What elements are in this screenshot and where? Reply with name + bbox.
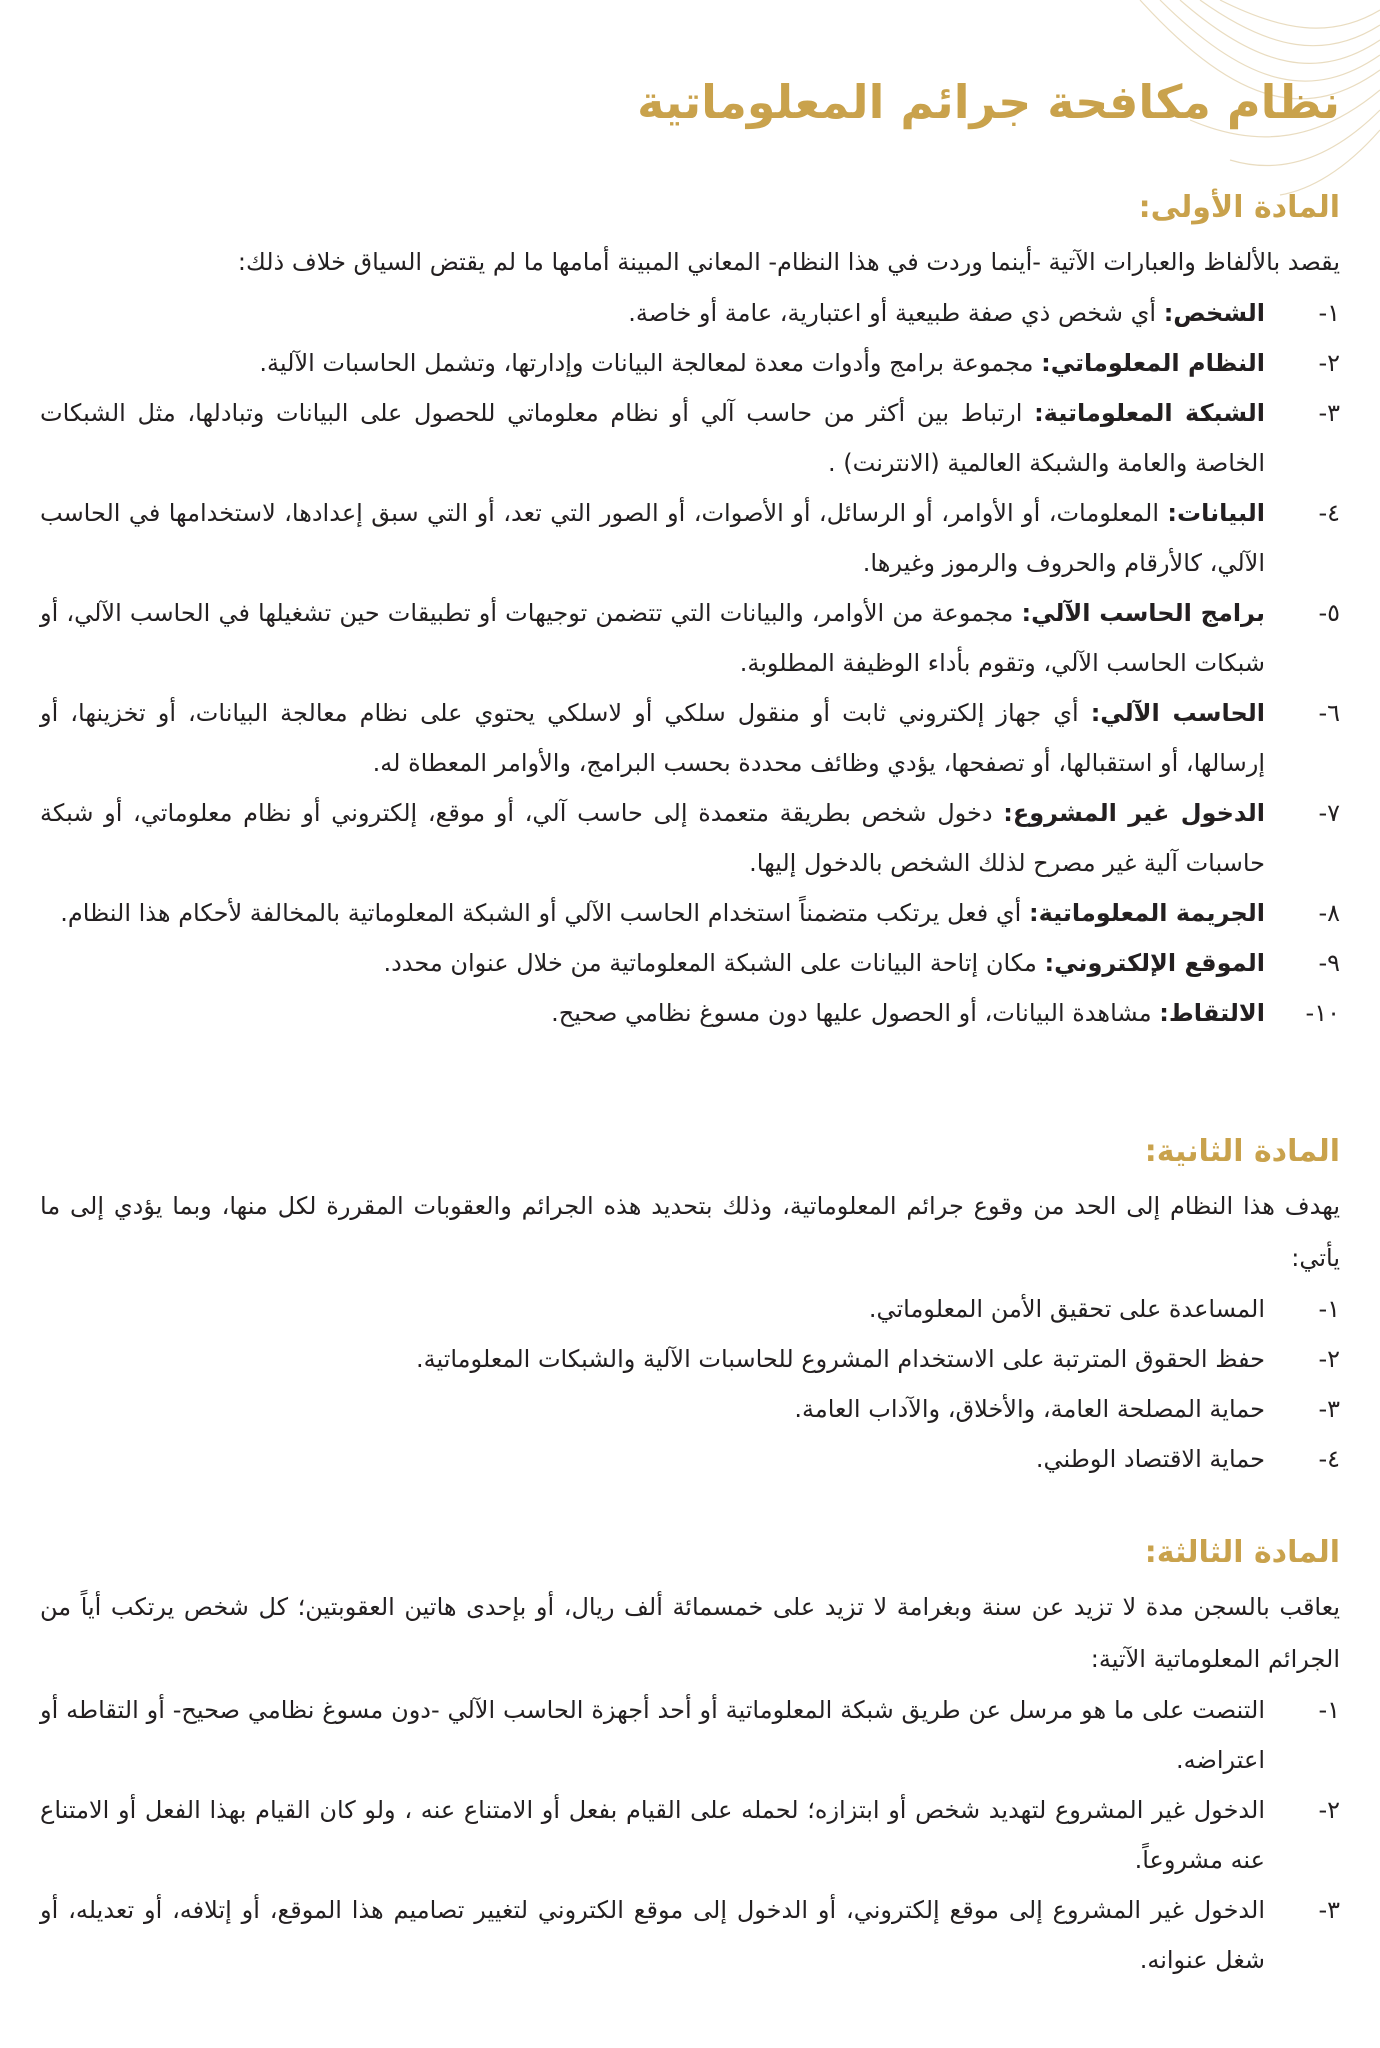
list-item — [40, 288, 1340, 338]
item-text: مجموعة من الأوامر، والبيانات التي تتضمن توجيهات أو تطبيقات حين تشغيلها في الحاسب الآلي، أو شبكات الحاسب الآلي، وتقوم بأداء الوظيفة المطلوبة. — [40, 599, 1265, 677]
item-number: ١- — [1318, 1696, 1340, 1724]
item-number: ٢- — [1318, 349, 1340, 377]
article-heading: المادة الثالثة: — [1144, 1535, 1340, 1570]
item-term: الالتقاط: — [1159, 999, 1265, 1027]
item-text: حفظ الحقوق المترتبة على الاستخدام المشروع للحاسبات الآلية والشبكات المعلوماتية. — [415, 1345, 1265, 1373]
item-text: التنصت على ما هو مرسل عن طريق شبكة المعلوماتية أو أحد أجهزة الحاسب الآلي -دون مسوغ نظامي صحيح- أو التقاطه أو اعتراضه. — [40, 1696, 1265, 1774]
item-text: أي شخص ذي صفة طبيعية أو اعتبارية، عامة أو خاصة. — [628, 299, 1157, 327]
item-text: حماية المصلحة العامة، والأخلاق، والآداب العامة. — [794, 1395, 1265, 1423]
item-number: ٦- — [1318, 699, 1340, 727]
item-text: حماية الاقتصاد الوطني. — [1035, 1445, 1265, 1473]
item-text: الدخول غير المشروع إلى موقع إلكتروني، أو الدخول إلى موقع الكتروني لتغيير تصاميم هذا الموقع، أو إتلافه، أو تعديله، أو شغل عنوانه. — [40, 1896, 1265, 1974]
list-item — [40, 1284, 1340, 1334]
item-text: المساعدة على تحقيق الأمن المعلوماتي. — [868, 1295, 1265, 1323]
item-number: ٢- — [1318, 1345, 1340, 1373]
item-number: ٥- — [1318, 599, 1340, 627]
item-term: الموقع الإلكتروني: — [1044, 949, 1265, 977]
item-term: برامج الحاسب الآلي: — [1021, 599, 1265, 627]
item-number: ٩- — [1318, 949, 1340, 977]
list-item — [40, 788, 1340, 888]
list-item — [40, 938, 1340, 988]
article-3 — [40, 1531, 1340, 1985]
list-item — [40, 1384, 1340, 1434]
item-text: دخول شخص بطريقة متعمدة إلى حاسب آلي، أو موقع، إلكتروني أو نظام معلوماتي، أو شبكة حاسبات آلية غير مصرح لذلك الشخص بالدخول إليها. — [40, 799, 1265, 877]
crimes-list — [40, 1685, 1340, 1985]
item-number: ١٠- — [1305, 999, 1340, 1027]
item-text: المعلومات، أو الأوامر، أو الرسائل، أو الأصوات، أو الصور التي تعد، أو التي سبق إعدادها، لاستخدامها في الحاسب الآلي، كالأرقام والحروف والرموز وغيرها. — [40, 499, 1265, 577]
item-term: الشخص: — [1163, 299, 1265, 327]
article-heading: المادة الأولى: — [1138, 190, 1340, 225]
list-item — [40, 888, 1340, 938]
item-term: البيانات: — [1167, 499, 1265, 527]
list-item — [40, 388, 1340, 488]
list-item — [40, 1885, 1340, 1985]
document-title: نظام مكافحة جرائم المعلوماتية — [637, 75, 1340, 129]
list-item — [40, 688, 1340, 788]
article-2 — [40, 1130, 1340, 1484]
objectives-list — [40, 1284, 1340, 1484]
item-number: ٣- — [1318, 399, 1340, 427]
list-item — [40, 488, 1340, 588]
item-number: ٧- — [1318, 799, 1340, 827]
item-text: مشاهدة البيانات، أو الحصول عليها دون مسوغ نظامي صحيح. — [551, 999, 1152, 1027]
list-item — [40, 338, 1340, 388]
item-text: أي فعل يرتكب متضمناً استخدام الحاسب الآلي أو الشبكة المعلوماتية بالمخالفة لأحكام هذا النظام. — [60, 899, 1022, 927]
article-heading: المادة الثانية: — [1144, 1134, 1340, 1169]
item-term: النظام المعلوماتي: — [1041, 349, 1265, 377]
item-number: ٢- — [1318, 1796, 1340, 1824]
item-number: ٣- — [1318, 1896, 1340, 1924]
article-intro: يهدف هذا النظام إلى الحد من وقوع جرائم المعلوماتية، وذلك بتحديد هذه الجرائم والعقوبات المقررة لكل منها، وبما يؤدي إلى ما يأتي: — [40, 1192, 1340, 1272]
list-item — [40, 1434, 1340, 1484]
item-term: الجريمة المعلوماتية: — [1028, 899, 1265, 927]
list-item — [40, 1334, 1340, 1384]
item-text: الدخول غير المشروع لتهديد شخص أو ابتزازه؛ لحمله على القيام بفعل أو الامتناع عنه ، ولو كان القيام بهذا الفعل أو الامتناع عنه مشروعاً. — [40, 1796, 1265, 1874]
item-text: أي جهاز إلكتروني ثابت أو منقول سلكي أو لاسلكي يحتوي على نظام معالجة البيانات، أو تخزينها، أو إرسالها، أو استقبالها، أو تصفحها، يؤدي وظائف محددة بحسب البرامج، والأوامر المعطاة له. — [40, 699, 1265, 777]
item-number: ٣- — [1318, 1395, 1340, 1423]
item-term: الشبكة المعلوماتية: — [1034, 399, 1265, 427]
article-1 — [40, 186, 1340, 1038]
item-number: ٤- — [1318, 499, 1340, 527]
article-intro: يعاقب بالسجن مدة لا تزيد عن سنة وبغرامة لا تزيد على خمسمائة ألف ريال، أو بإحدى هاتين العقوبتين؛ كل شخص يرتكب أياً من الجرائم المعلوماتية الآتية: — [40, 1593, 1340, 1673]
item-term: الدخول غير المشروع: — [1003, 799, 1265, 827]
item-number: ٨- — [1318, 899, 1340, 927]
item-number: ١- — [1318, 299, 1340, 327]
definitions-list — [40, 288, 1340, 1038]
item-number: ٤- — [1318, 1445, 1340, 1473]
article-intro: يقصد بالألفاظ والعبارات الآتية -أينما وردت في هذا النظام- المعاني المبينة أمامها ما لم يقتض السياق خلاف ذلك: — [237, 248, 1340, 276]
list-item — [40, 988, 1340, 1038]
list-item — [40, 1785, 1340, 1885]
item-text: ارتباط بين أكثر من حاسب آلي أو نظام معلوماتي للحصول على البيانات وتبادلها، مثل الشبكات الخاصة والعامة والشبكة العالمية (الانترنت) . — [40, 399, 1265, 477]
list-item — [40, 1685, 1340, 1785]
list-item — [40, 588, 1340, 688]
item-text: مجموعة برامج وأدوات معدة لمعالجة البيانات وإدارتها، وتشمل الحاسبات الآلية. — [259, 349, 1034, 377]
item-number: ١- — [1318, 1295, 1340, 1323]
item-term: الحاسب الآلي: — [1090, 699, 1265, 727]
item-text: مكان إتاحة البيانات على الشبكة المعلوماتية من خلال عنوان محدد. — [383, 949, 1037, 977]
